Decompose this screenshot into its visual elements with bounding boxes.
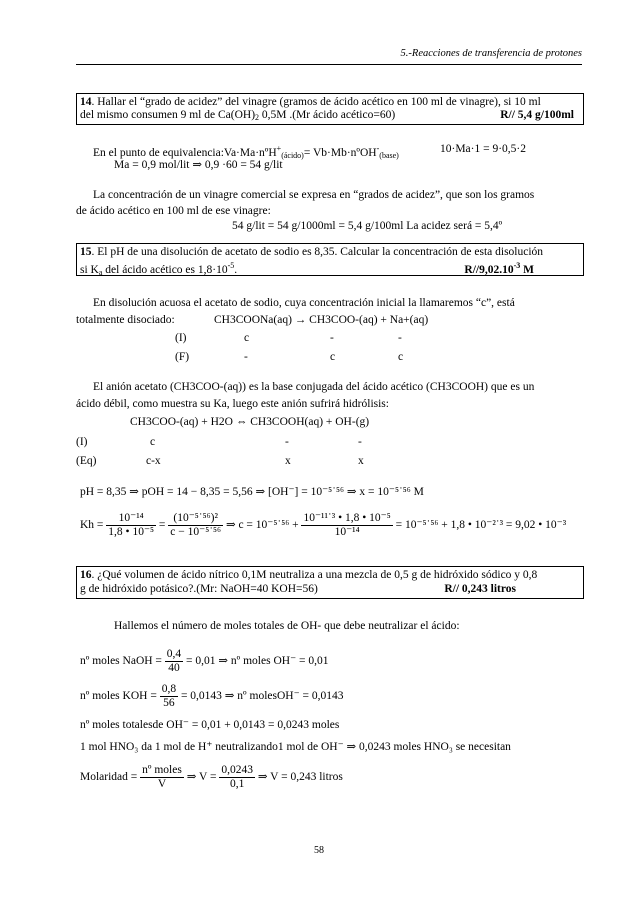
naoh-moles-equation: nº moles NaOH = $\frac{0,4}{40}$ = 0,01 ⇒ nº moles OH⁻ = 0,01 [80,648,329,674]
page-number: 58 [314,845,324,856]
row-I-c: c [244,332,250,344]
hno3-statement: 1 mol HNO₃ da 1 mol de H⁺ neutralizando1 mol de OH⁻ ⇒ 0,0243 moles HNO₃ se necesitan [80,741,511,753]
problem-15-answer: $R//9,02.10^{-3}$ M [464,261,534,276]
koh-moles-equation: nº moles KOH = $\frac{0,8}{56}$ = 0,0143 ⇒ nº molesOH⁻ = 0,0143 [80,683,344,709]
row2-Eq-label: (Eq) [76,455,97,467]
kh-equation: Kh = $\frac{\text{10⁻¹⁴}}{\text{1,8 • 10⁻⁵}}$ = $\frac{\text{(10⁻⁵˙⁵⁶)²}}{\text{c − 10⁻⁵˙⁵⁶}}$ ⇒ c = 10⁻⁵˙⁵⁶ + $\frac{\text{10⁻¹¹˙³ • 1,8 • 10⁻⁵}}{\text{10⁻¹⁴}}$ = 10⁻⁵˙⁵⁶ + 1,8 • 10⁻²˙³ = 9,02 • 10⁻³ [80,512,567,538]
row2-I-label: (I) [76,436,88,448]
intro-line-1: En disolución acuosa el acetato de sodio, cuya concentración inicial la llamaremos “c”, está [93,297,515,309]
problem-15-line-1: 15. El pH de una disolución de acetato de sodio es 8,35. Calcular la concentración de esta disolución [80,246,544,258]
kh-fraction-1: $\frac{\text{10⁻¹⁴}}{\text{1,8 • 10⁻⁵}}$ [108,512,155,538]
problem-16-number: 16 [80,569,92,581]
row-I-label: (I) [175,332,187,344]
kh-fraction-2: $\frac{\text{(10⁻⁵˙⁵⁶)²}}{\text{c − 10⁻⁵˙⁵⁶}}$ [170,512,222,538]
row2-I-acid: - [285,436,289,448]
problem-14-answer: R// 5,4 g/100ml [500,109,574,121]
row-F-label: (F) [175,351,190,363]
row-I-na: - [398,332,402,344]
equivalence-calc: 10·Ma·1 = 9·0,5·2 [440,143,527,155]
row-I-acetate: - [330,332,334,344]
header-rule [76,64,582,65]
moles-intro: Hallemos el número de moles totales de OH- que debe neutralizar el ácido: [114,620,460,632]
conclusion-line-1: La concentración de un vinagre comercial se expresa en “grados de acidez”, que son los gramos [93,189,535,201]
row-F-acetate: c [330,351,336,363]
row2-Eq-oh: x [358,455,364,467]
row2-Eq-acid: x [285,455,291,467]
row-F-na: c [398,351,404,363]
problem-14-number: 14 [80,96,92,108]
problem-16-line-1: 16. ¿Qué volumen de ácido nítrico 0,1M neutraliza a una mezcla de 0,5 g de hidróxido sódico y 0,8 [80,569,538,581]
problem-14-line-2: del mismo consumen 9 ml de $Ca(OH)_2$ 0,5M .(Mr ácido acético=60) R// 5,4 g/100ml [80,109,574,122]
equivalence-line: En el punto de equivalencia:Va·Ma·nºH+$_{(ácido)}$= Vb·Mb·nºOH-$_{(base)}$ [93,144,399,160]
conclusion-line-2: de ácido acético en 100 ml de ese vinagre: [76,205,271,217]
row2-Eq-c: c-x [146,455,161,467]
row2-I-c: c [150,436,156,448]
hydrolysis-reaction: CH3COO-(aq) + H2O ⇔ CH3COOH(aq) + OH-(g) [130,416,370,428]
molarity-equation: Molaridad = $\frac{\text{nº moles}}{V}$ ⇒ V = $\frac{0,0243}{0,1}$ ⇒ V = 0,243 litros [80,764,343,790]
anion-line-1: El anión acetato (CH3COO-(aq)) es la base conjugada del ácido acético (CH3COOH) que es un [93,381,535,393]
ph-equation: pH = 8,35 ⇒ pOH = 14 − 8,35 = 5,56 ⇒ [OH⁻] = 10⁻⁵˙⁵⁶ ⇒ x = 10⁻⁵˙⁵⁶ M [80,486,424,498]
problem-16-line-2: g de hidróxido potásico?.(Mr: NaOH=40 KOH=56) R// 0,243 litros [80,583,516,595]
anion-line-2: ácido débil, como muestra su Ka, luego este anión sufrirá hidrólisis: [76,398,389,410]
dissociation-reaction: CH3COONa(aq) → CH3COO-(aq) + Na+(aq) [214,314,429,326]
ma-line: Ma = 0,9 mol/lit ⇒ 0,9 ·60 = 54 g/lit [114,159,283,171]
chapter-header: 5.-Reacciones de transferencia de protones [400,48,582,59]
kh-fraction-3: $\frac{\text{10⁻¹¹˙³ • 1,8 • 10⁻⁵}}{\text{10⁻¹⁴}}$ [303,512,391,538]
conclusion-line-3: 54 g/lit = 54 g/1000ml = 5,4 g/100ml La acidez será = 5,4º [232,220,503,232]
row-F-c: - [244,351,248,363]
problem-14-line-1: 14. Hallar el “grado de acidez” del vinagre (gramos de ácido acético en 100 ml de vinagre), si 10 ml [80,96,541,108]
problem-15-line-2: si $K_a$ del ácido acético es $1,8\cdot 10^{-5}$. $R//9,02.10^{-3}$ M [80,261,534,277]
total-moles-equation: nº moles totalesde OH⁻ = 0,01 + 0,0143 = 0,0243 moles [80,719,340,731]
row2-I-oh: - [358,436,362,448]
problem-15-number: 15 [80,246,92,258]
problem-16-answer: R// 0,243 litros [444,583,516,595]
intro-line-2: totalmente disociado: [76,314,175,326]
